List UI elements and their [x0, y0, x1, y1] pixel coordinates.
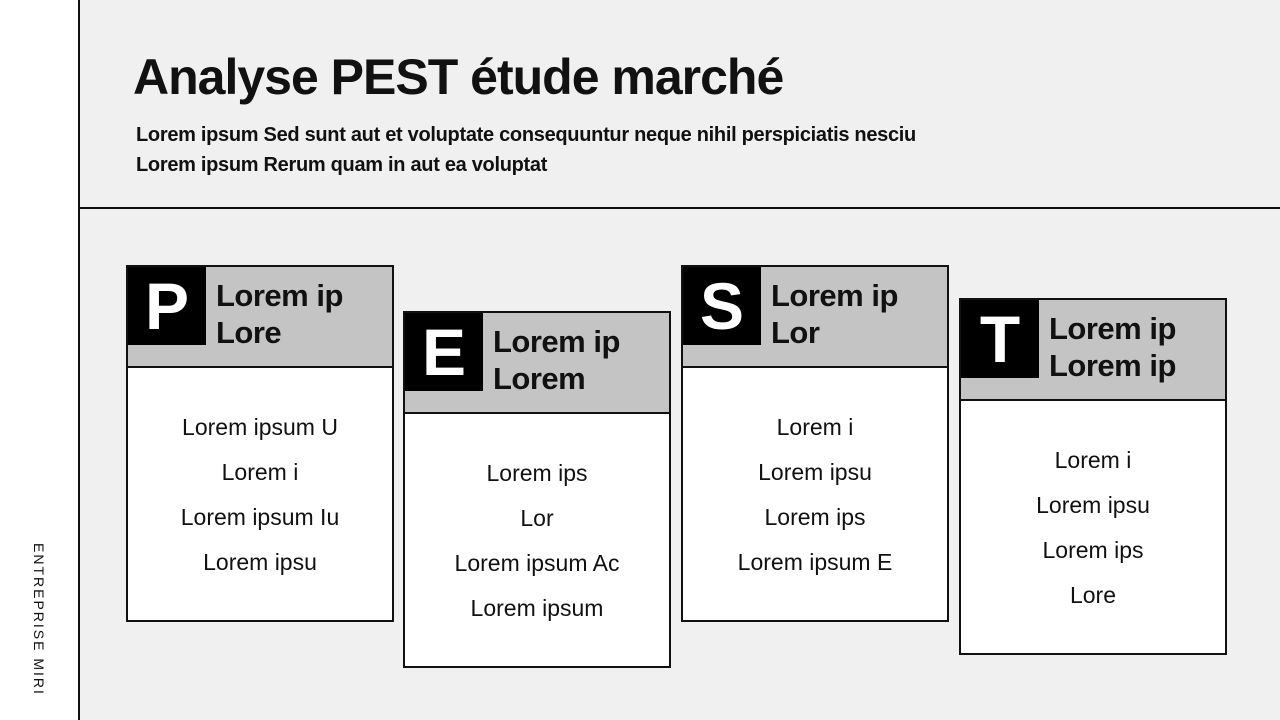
- sidebar: [0, 0, 80, 720]
- pest-card-political: [126, 265, 394, 622]
- card-body: [405, 414, 669, 631]
- card-letter: P: [128, 267, 206, 345]
- page-title: Analyse PEST étude marché: [133, 49, 784, 105]
- card-header: [405, 313, 669, 414]
- list-item: Lorem ips: [764, 504, 866, 530]
- subtitle-line-2: Lorem ipsum Rerum quam in aut ea voluptat: [136, 154, 548, 176]
- card-letter: E: [405, 313, 483, 391]
- card-title: [493, 323, 663, 397]
- pest-card-economic: [403, 311, 671, 668]
- list-item: Lorem ipsu: [758, 459, 872, 485]
- list-item: Lorem ipsu: [1036, 492, 1150, 518]
- card-title-line-1: Lorem ip: [771, 278, 898, 313]
- list-item: Lorem i: [221, 459, 299, 485]
- list-item: Lorem ipsu: [203, 549, 317, 575]
- list-item: Lorem ipsum E: [737, 549, 893, 575]
- card-header: [961, 300, 1225, 401]
- pest-card-technological: [959, 298, 1227, 655]
- card-title-line-1: Lorem ip: [216, 278, 343, 313]
- card-header: [128, 267, 392, 368]
- list-item: Lorem ipsum Iu: [180, 504, 340, 530]
- card-title-line-1: Lorem ip: [1049, 311, 1176, 346]
- card-body: [128, 368, 392, 585]
- card-title-line-1: Lorem ip: [493, 324, 620, 359]
- list-item: Lorem ips: [486, 460, 588, 486]
- card-body: [683, 368, 947, 585]
- company-name: ENTREPRISE MIRI: [31, 543, 47, 696]
- pest-card-social: [681, 265, 949, 622]
- card-title-line-2: Lore: [216, 315, 282, 350]
- card-title: [771, 277, 941, 351]
- list-item: Lorem ipsum Ac: [454, 550, 620, 576]
- card-title-line-2: Lorem: [493, 361, 586, 396]
- subtitle-line-1: Lorem ipsum Sed sunt aut et voluptate consequuntur neque nihil perspiciatis nesciu: [136, 124, 916, 146]
- list-item: Lorem ipsum: [470, 595, 604, 621]
- card-body: [961, 401, 1225, 618]
- list-item: Lor: [520, 505, 554, 531]
- header-divider: [78, 207, 1280, 209]
- list-item: Lore: [1069, 582, 1117, 608]
- card-title-line-2: Lorem ip: [1049, 348, 1176, 383]
- card-letter: S: [683, 267, 761, 345]
- list-item: Lorem i: [776, 414, 854, 440]
- list-item: Lorem ips: [1042, 537, 1144, 563]
- card-letter: T: [961, 300, 1039, 378]
- list-item: Lorem i: [1054, 447, 1132, 473]
- card-header: [683, 267, 947, 368]
- card-title-line-2: Lor: [771, 315, 820, 350]
- list-item: Lorem ipsum U: [182, 414, 338, 440]
- card-title: [1049, 310, 1219, 384]
- card-title: [216, 277, 386, 351]
